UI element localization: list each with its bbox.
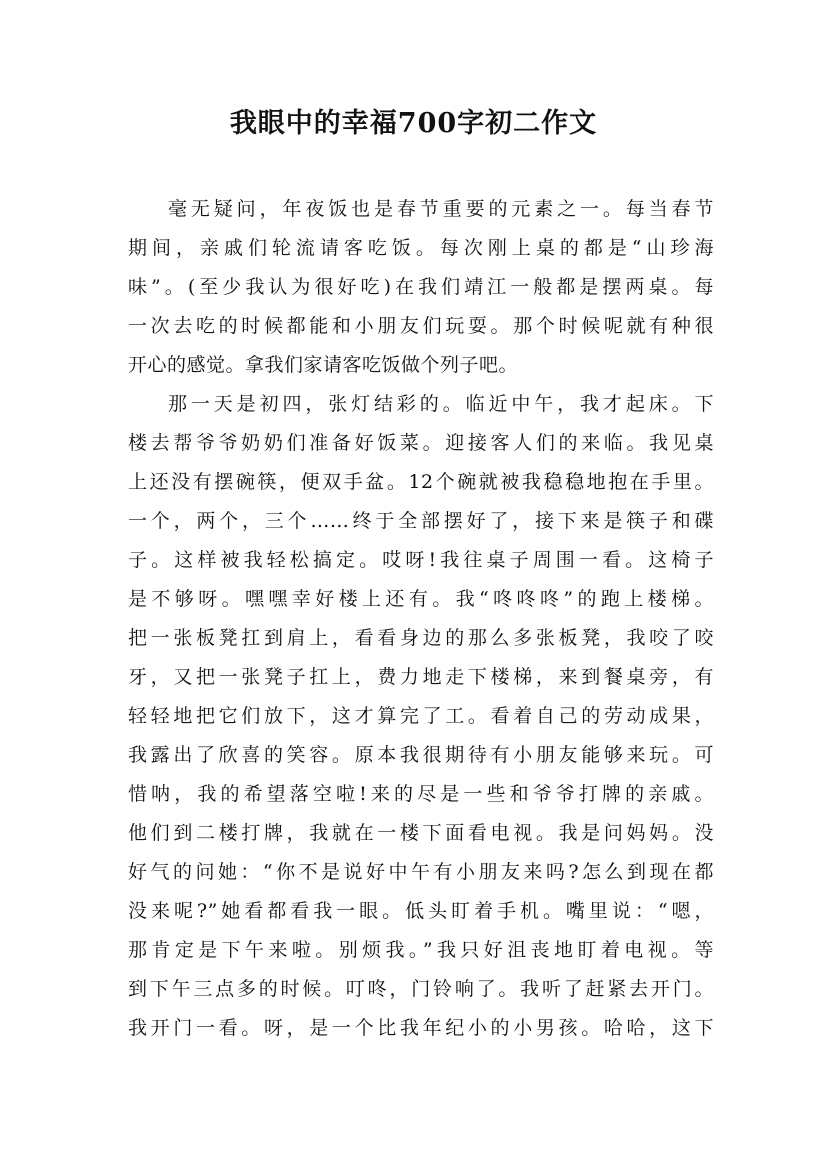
text-line: 一次去吃的时候都能和小朋友们玩耍。那个时候呢就有种很 xyxy=(128,315,714,337)
text-line: 好气的问她：“你不是说好中午有小朋友来吗?怎么到现在都 xyxy=(128,861,714,883)
text-line: 楼去帮爷爷奶奶们准备好饭菜。迎接客人们的来临。我见桌 xyxy=(128,432,714,454)
text-line: 毫无疑问，年夜饭也是春节重要的元素之一。每当春节 xyxy=(168,198,714,220)
text-line: 没来呢?”她看都看我一眼。低头盯着手机。嘴里说：“嗯， xyxy=(128,900,714,922)
document-title: 我眼中的幸福700字初二作文 xyxy=(229,108,598,139)
text-line: 上还没有摆碗筷，便双手盆。12个碗就被我稳稳地抱在手里。 xyxy=(128,471,714,493)
text-line: 味”。(至少我认为很好吃)在我们靖江一般都是摆两桌。每 xyxy=(128,276,714,298)
text-line: 他们到二楼打牌，我就在一楼下面看电视。我是问妈妈。没 xyxy=(128,822,714,844)
text-line: 牙，又把一张凳子扛上，费力地走下楼梯，来到餐桌旁，有 xyxy=(128,666,714,688)
text-line: 子。这样被我轻松搞定。哎呀!我往桌子周围一看。这椅子 xyxy=(128,549,714,571)
text-line: 惜呐，我的希望落空啦!来的尽是一些和爷爷打牌的亲戚。 xyxy=(128,783,714,805)
document-body xyxy=(128,190,714,1048)
text-line: 是不够呀。嘿嘿幸好楼上还有。我“咚咚咚”的跑上楼梯。 xyxy=(128,588,714,610)
text-line: 把一张板凳扛到肩上，看看身边的那么多张板凳，我咬了咬 xyxy=(128,627,714,649)
text-line: 开心的感觉。拿我们家请客吃饭做个列子吧。 xyxy=(128,354,519,376)
text-line: 那一天是初四，张灯结彩的。临近中午，我才起床。下 xyxy=(168,393,714,415)
text-line: 一个，两个，三个……终于全部摆好了，接下来是筷子和碟 xyxy=(128,510,714,532)
text-line: 轻轻地把它们放下，这才算完了工。看着自己的劳动成果， xyxy=(128,705,714,727)
text-line: 期间，亲戚们轮流请客吃饭。每次刚上桌的都是“山珍海 xyxy=(128,237,714,259)
text-line: 我露出了欣喜的笑容。原本我很期待有小朋友能够来玩。可 xyxy=(128,744,714,766)
text-line: 到下午三点多的时候。叮咚，门铃响了。我听了赶紧去开门。 xyxy=(128,978,714,1000)
text-line: 那肯定是下午来啦。别烦我。”我只好沮丧地盯着电视。等 xyxy=(128,939,714,961)
text-line: 我开门一看。呀，是一个比我年纪小的小男孩。哈哈，这下 xyxy=(128,1017,714,1039)
